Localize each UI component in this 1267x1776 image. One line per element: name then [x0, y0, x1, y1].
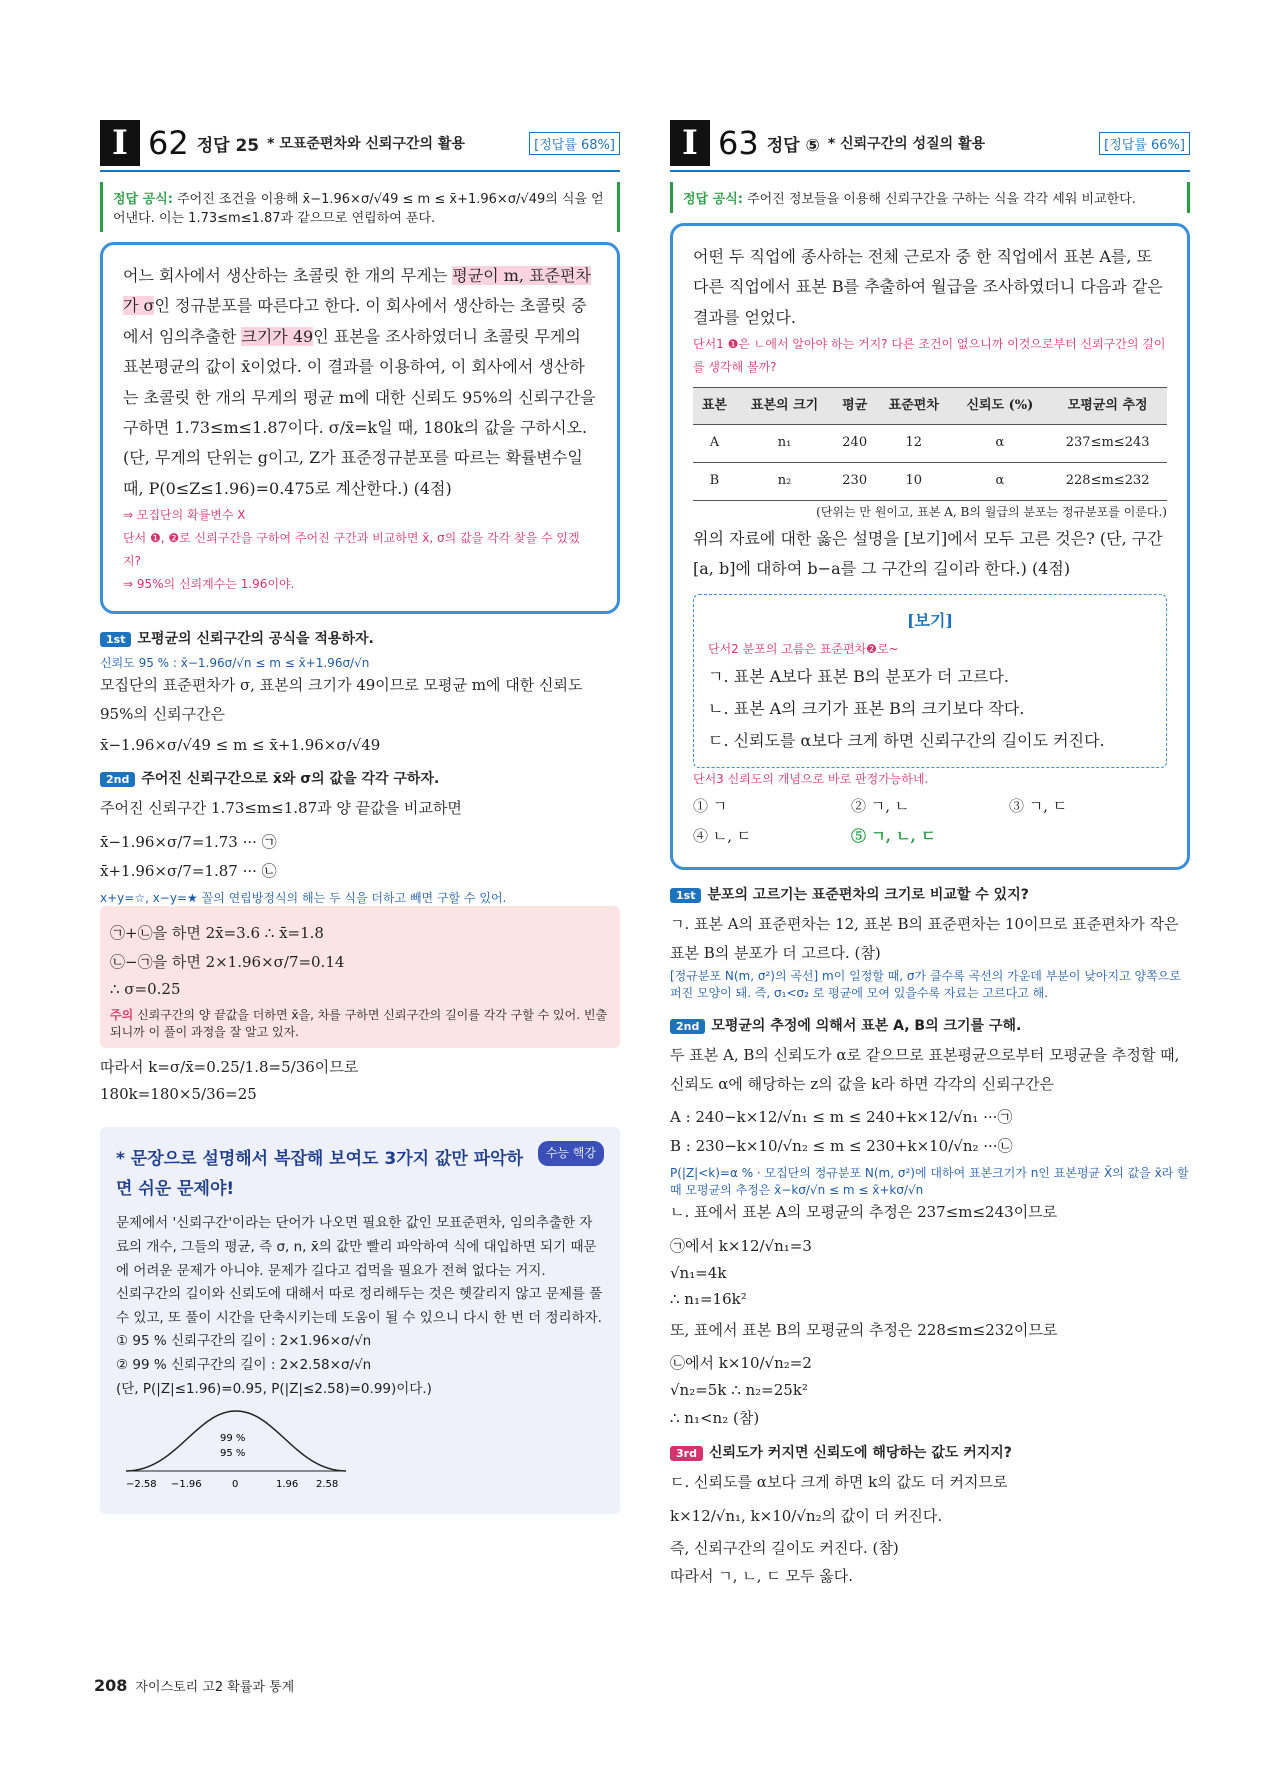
curve-label: 95 % [220, 1448, 246, 1460]
line: 또, 표에서 표본 B의 모평균의 추정은 228≤m≤232이므로 [670, 1320, 1058, 1339]
curve-label: 99 % [220, 1433, 246, 1445]
line: ㉠에서 k×12/√n₁=3 [670, 1236, 812, 1255]
work-3: ∴ σ=0.25 [110, 979, 181, 998]
step-title: 모평균의 신뢰구간의 공식을 적용하자. [137, 631, 374, 648]
tip-box [100, 1127, 620, 1514]
warning-text: 신뢰구간의 양 끝값을 더하면 x̄을, 차를 구하면 신뢰구간의 길이를 각각 구할 수 있어. 빈출되니까 이 풀이 과정을 잘 알고 있자. [110, 1007, 608, 1039]
step-1 [670, 884, 1190, 904]
data-table [693, 387, 1167, 501]
eq-a: A : 240−k×12/√n₁ ≤ m ≤ 240+k×12/√n₁ ···㉠ [670, 1108, 1013, 1127]
table-cell: 237≤m≤243 [1048, 425, 1167, 463]
warning-block [100, 906, 620, 1048]
eq-1: x̄−1.96×σ/7=1.73 ··· ㉠ [100, 832, 277, 851]
left-column [100, 120, 620, 1514]
table-cell: α [951, 425, 1048, 463]
footer [94, 1676, 294, 1695]
line: ∴ n₁<n₂ (참) [670, 1409, 760, 1428]
step-3-eq: k×12/√n₁, k×10/√n₂의 값이 더 커진다. [670, 1506, 943, 1525]
problem-number: 63 [718, 124, 759, 162]
bogi-item: ㄱ. 표본 A보다 표본 B의 분포가 더 고르다. [708, 667, 1009, 687]
unit-badge: I [670, 120, 710, 166]
right-column [670, 120, 1190, 1591]
table-cell: 12 [876, 425, 951, 463]
eq-2: x̄+1.96×σ/7=1.87 ··· ㉡ [100, 861, 277, 880]
problem-number: 62 [148, 124, 189, 162]
step-2 [670, 1015, 1190, 1035]
formula-text: 주어진 조건을 이용해 x̄−1.96×σ/√49 ≤ m ≤ x̄+1.96×σ/√49의 식을 얻어낸다. 이는 1.73≤m≤1.87과 같으므로 연립하여 푼다. [113, 192, 604, 226]
table-cell: 228≤m≤232 [1048, 463, 1167, 501]
topic: * 모표준편차와 신뢰구간의 활용 [267, 136, 465, 152]
step-1-text: 모집단의 표준편차가 σ, 표본의 크기가 49이므로 모평균 m에 대한 신뢰도 95%의 신뢰구간은 [100, 676, 583, 723]
tip-4: ② 99 % 신뢰구간의 길이 : 2×2.58×σ/√n [116, 1357, 372, 1374]
problem-box [100, 242, 620, 614]
work-2: ㉡−㉠을 하면 2×1.96×σ/7=0.14 [110, 952, 345, 971]
tip-tag: 수능 핵강 [538, 1141, 604, 1166]
step-badge: 3rd [670, 1446, 703, 1461]
correct-rate: [정답률 66%] [1099, 132, 1190, 155]
table-cell: A [693, 425, 736, 463]
answer: 정답 25 [196, 135, 260, 156]
answer-formula [670, 182, 1190, 213]
bogi-note: 단서2 분포의 고름은 표준편차❷로~ [708, 642, 899, 657]
table-cell: n₂ [736, 463, 833, 501]
side-note: P(|Z|<k)=α % · 모집단의 정규분포 N(m, σ²)에 대하여 표본크기가 n인 표본평균 X̄의 값을 x̄라 할 때 모평균의 추정은 x̄−kσ/√n ≤ m ≤ x̄+kσ/√n [670, 1166, 1189, 1198]
unit-badge: I [100, 120, 140, 166]
page-number: 208 [94, 1676, 128, 1695]
problem-highlight-1: 평균이 m, 표준편차가 σ [123, 266, 591, 316]
tip-title: * 문장으로 설명해서 복잡해 보여도 3가지 값만 파악하면 쉬운 문제야! [116, 1148, 524, 1199]
problem-text-2: 인 정규분포를 따른다고 한다. 이 회사에서 생산하는 초콜릿 중에서 임의추출한 [123, 296, 587, 346]
step-3-text: ㄷ. 신뢰도를 α보다 크게 하면 k의 값도 더 커지므로 [670, 1473, 1008, 1492]
tip-5: (단, P(|Z|≤1.96)=0.95, P(|Z|≤2.58)=0.99)이다.) [116, 1380, 432, 1397]
work-1: ㉠+㉡을 하면 2x̄=3.6 ∴ x̄=1.8 [110, 923, 324, 942]
correct-rate: [정답률 68%] [529, 132, 620, 155]
curve-label: 0 [232, 1479, 239, 1491]
table-header: 표본의 크기 [736, 387, 833, 425]
problem-header [100, 120, 620, 172]
step-badge: 1st [670, 888, 701, 903]
table-cell: 240 [833, 425, 876, 463]
table-cell: 10 [876, 463, 951, 501]
problem-text-3: 인 표본을 조사하였더니 초콜릿 무게의 표본평균의 값이 x̄이었다. 이 결과를 이용하여, 이 회사에서 생산하는 초콜릿 한 개의 무게의 평균 m에 대한 신뢰도 95%의 신뢰구간을 구하면 1.73≤m≤1.87이다. σ/x̄=k일 때, 180k의 값을 구하시오. (단, 무게의 단위는 g이고, Z가 표준정규분포를 따르는 확률변수일 때, P(0≤Z≤1.96)=0.475로 계산한다.) (4점) [123, 326, 596, 498]
formula-tag: 정답 공식: [113, 192, 173, 207]
step-3-text-2: 즉, 신뢰구간의 길이도 커진다. (참) [670, 1538, 899, 1557]
step-badge: 2nd [670, 1019, 705, 1034]
note-1: 단서1 ❶은 ㄴ에서 알아야 하는 거지? 다른 조건이 없으니까 이것으로부터 신뢰구간의 길이를 생각해 볼까? [693, 337, 1166, 374]
step-3 [670, 1442, 1190, 1462]
curve-label: 1.96 [276, 1479, 299, 1491]
tip-1: 문제에서 '신뢰구간'이라는 단어가 나오면 필요한 값인 모표준편차, 임의추출한 자료의 개수, 그들의 평균, 즉 σ, n, x̄의 값만 빨리 파악하여 식에 대입하면 되기 때문에 어려운 문제가 아니야. 문제가 길다고 겁먹을 필요가 전혀 없다는 거지. [116, 1215, 597, 1279]
final-answer: 180k=180×5/36=25 [100, 1084, 257, 1103]
note-1: ⇒ 모집단의 확률변수 X [123, 508, 246, 523]
note-3: ⇒ 95%의 신뢰계수는 1.96이야. [123, 576, 295, 591]
tip-2: 신뢰구간의 길이와 신뢰도에 대해서 따로 정리해두는 것은 헷갈리지 않고 문제를 풀 수 있고, 또 풀이 시간을 단축시키는데 도움이 될 수 있으니 다시 한 번 더 정리하자. [116, 1286, 603, 1326]
problem-text-1: 어느 회사에서 생산하는 초콜릿 한 개의 무게는 [123, 266, 453, 285]
note-2: 단서 ❶, ❷로 신뢰구간을 구하여 주어진 구간과 비교하면 x̄, σ의 값을 각각 찾을 수 있겠지? [123, 530, 580, 568]
line: ∴ n₁=16k² [670, 1289, 747, 1308]
table-header: 신뢰도 (%) [951, 387, 1048, 425]
choice: ① ㄱ [693, 797, 728, 816]
k-value: 따라서 k=σ/x̄=0.25/1.8=5/36이므로 [100, 1057, 359, 1076]
formula-tag: 정답 공식: [683, 192, 743, 207]
table-header: 표준편차 [876, 387, 951, 425]
table-header: 표본 [693, 387, 736, 425]
choice-correct: ⑤ ㄱ, ㄴ, ㄷ [851, 827, 936, 846]
step-2-text: 두 표본 A, B의 신뢰도가 α로 같으므로 표본평균으로부터 모평균을 추정할 때, 신뢰도 α에 해당하는 z의 값을 k라 하면 각각의 신뢰구간은 [670, 1046, 1180, 1093]
curve-label: −2.58 [126, 1479, 157, 1491]
line: √n₁=4k [670, 1263, 727, 1282]
step-badge: 1st [100, 632, 131, 647]
step-2 [100, 768, 620, 788]
step-title: 모평균의 추정에 의해서 표본 A, B의 크기를 구해. [711, 1018, 1022, 1035]
topic: * 신뢰구간의 성질의 활용 [827, 136, 986, 152]
bogi-box [693, 594, 1167, 768]
side-note: x+y=☆, x−y=★ 꼴의 연립방정식의 해는 두 식을 더하고 빼면 구할 수 있어. [100, 890, 507, 905]
table-header: 평균 [833, 387, 876, 425]
step-title: 분포의 고르기는 표준편차의 크기로 비교할 수 있지? [707, 887, 1029, 904]
step-1-hint: [정규분포 N(m, σ²)의 곡선] m이 일정할 때, σ가 클수록 곡선의 가운데 부분이 낮아지고 양쪽으로 퍼진 모양이 돼. 즉, σ₁<σ₂ 로 평균에 모여 있을수록 자료는 고르다고 해. [670, 969, 1181, 1001]
choice: ④ ㄴ, ㄷ [693, 827, 752, 846]
line: ㄴ. 표에서 표본 A의 모평균의 추정은 237≤m≤243이므로 [670, 1203, 1058, 1222]
table-header: 모평균의 추정 [1048, 387, 1167, 425]
problem-highlight-2: 크기가 49 [241, 326, 314, 346]
table-row [693, 425, 1167, 463]
answer: 정답 ⑤ [766, 135, 820, 156]
problem-header [670, 120, 1190, 172]
book-title: 자이스토리 고2 확률과 통계 [135, 1680, 295, 1695]
table-cell: n₁ [736, 425, 833, 463]
choice: ② ㄱ, ㄴ [851, 797, 910, 816]
curve-label: 2.58 [316, 1479, 339, 1491]
step-1-hint: 신뢰도 95 % : x̄−1.96σ/√n ≤ m ≤ x̄+1.96σ/√n [100, 656, 370, 671]
choices [693, 791, 1167, 851]
problem-text: 어떤 두 직업에 종사하는 전체 근로자 중 한 직업에서 표본 A를, 또 다른 직업에서 표본 B를 추출하여 월급을 조사하였더니 다음과 같은 결과를 얻었다. [693, 247, 1163, 327]
curve-label: −1.96 [171, 1479, 202, 1491]
table-cell: B [693, 463, 736, 501]
step-2-text: 주어진 신뢰구간 1.73≤m≤1.87과 양 끝값을 비교하면 [100, 799, 462, 818]
step-1-text: ㄱ. 표본 A의 표준편차는 12, 표본 B의 표준편차는 10이므로 표준편차가 작은 표본 B의 분포가 더 고르다. (참) [670, 915, 1179, 962]
warning-tag: 주의 [110, 1007, 134, 1022]
line: √n₂=5k ∴ n₂=25k² [670, 1381, 808, 1400]
bogi-item: ㄴ. 표본 A의 크기가 표본 B의 크기보다 작다. [708, 699, 1025, 719]
bogi-item: ㄷ. 신뢰도를 α보다 크게 하면 신뢰구간의 길이도 커진다. [708, 731, 1105, 751]
normal-curve-figure [116, 1401, 356, 1491]
choice: ③ ㄱ, ㄷ [1009, 797, 1068, 816]
step-badge: 2nd [100, 772, 135, 787]
question: 위의 자료에 대한 옳은 설명을 [보기]에서 모두 고른 것은? (단, 구간 [a, b]에 대하여 b−a를 그 구간의 길이라 한다.) (4점) [693, 528, 1163, 579]
tip-3: ① 95 % 신뢰구간의 길이 : 2×1.96×σ/√n [116, 1333, 372, 1350]
step-1-eq: x̄−1.96×σ/√49 ≤ m ≤ x̄+1.96×σ/√49 [100, 736, 381, 755]
bogi-title: [보기] [906, 611, 954, 631]
table-cell: α [951, 463, 1048, 501]
table-row [693, 463, 1167, 501]
step-1 [100, 628, 620, 648]
line: ㉡에서 k×10/√n₂=2 [670, 1354, 812, 1373]
step-title: 주어진 신뢰구간으로 x̄와 σ의 값을 각각 구하자. [141, 771, 440, 788]
answer-formula [100, 182, 620, 232]
step-title: 신뢰도가 커지면 신뢰도에 해당하는 값도 커지지? [708, 1445, 1012, 1462]
bogi-note-2: 단서3 신뢰도의 개념으로 바로 판정가능하네. [693, 772, 929, 787]
table-note: (단위는 만 원이고, 표본 A, B의 월급의 분포는 정규분포를 이룬다.) [816, 504, 1167, 519]
eq-b: B : 230−k×10/√n₂ ≤ m ≤ 230+k×10/√n₂ ···㉡ [670, 1137, 1013, 1156]
conclusion: 따라서 ㄱ, ㄴ, ㄷ 모두 옳다. [670, 1567, 854, 1586]
table-cell: 230 [833, 463, 876, 501]
problem-box [670, 223, 1190, 870]
formula-text: 주어진 정보들을 이용해 신뢰구간을 구하는 식을 각각 세워 비교한다. [747, 192, 1136, 207]
